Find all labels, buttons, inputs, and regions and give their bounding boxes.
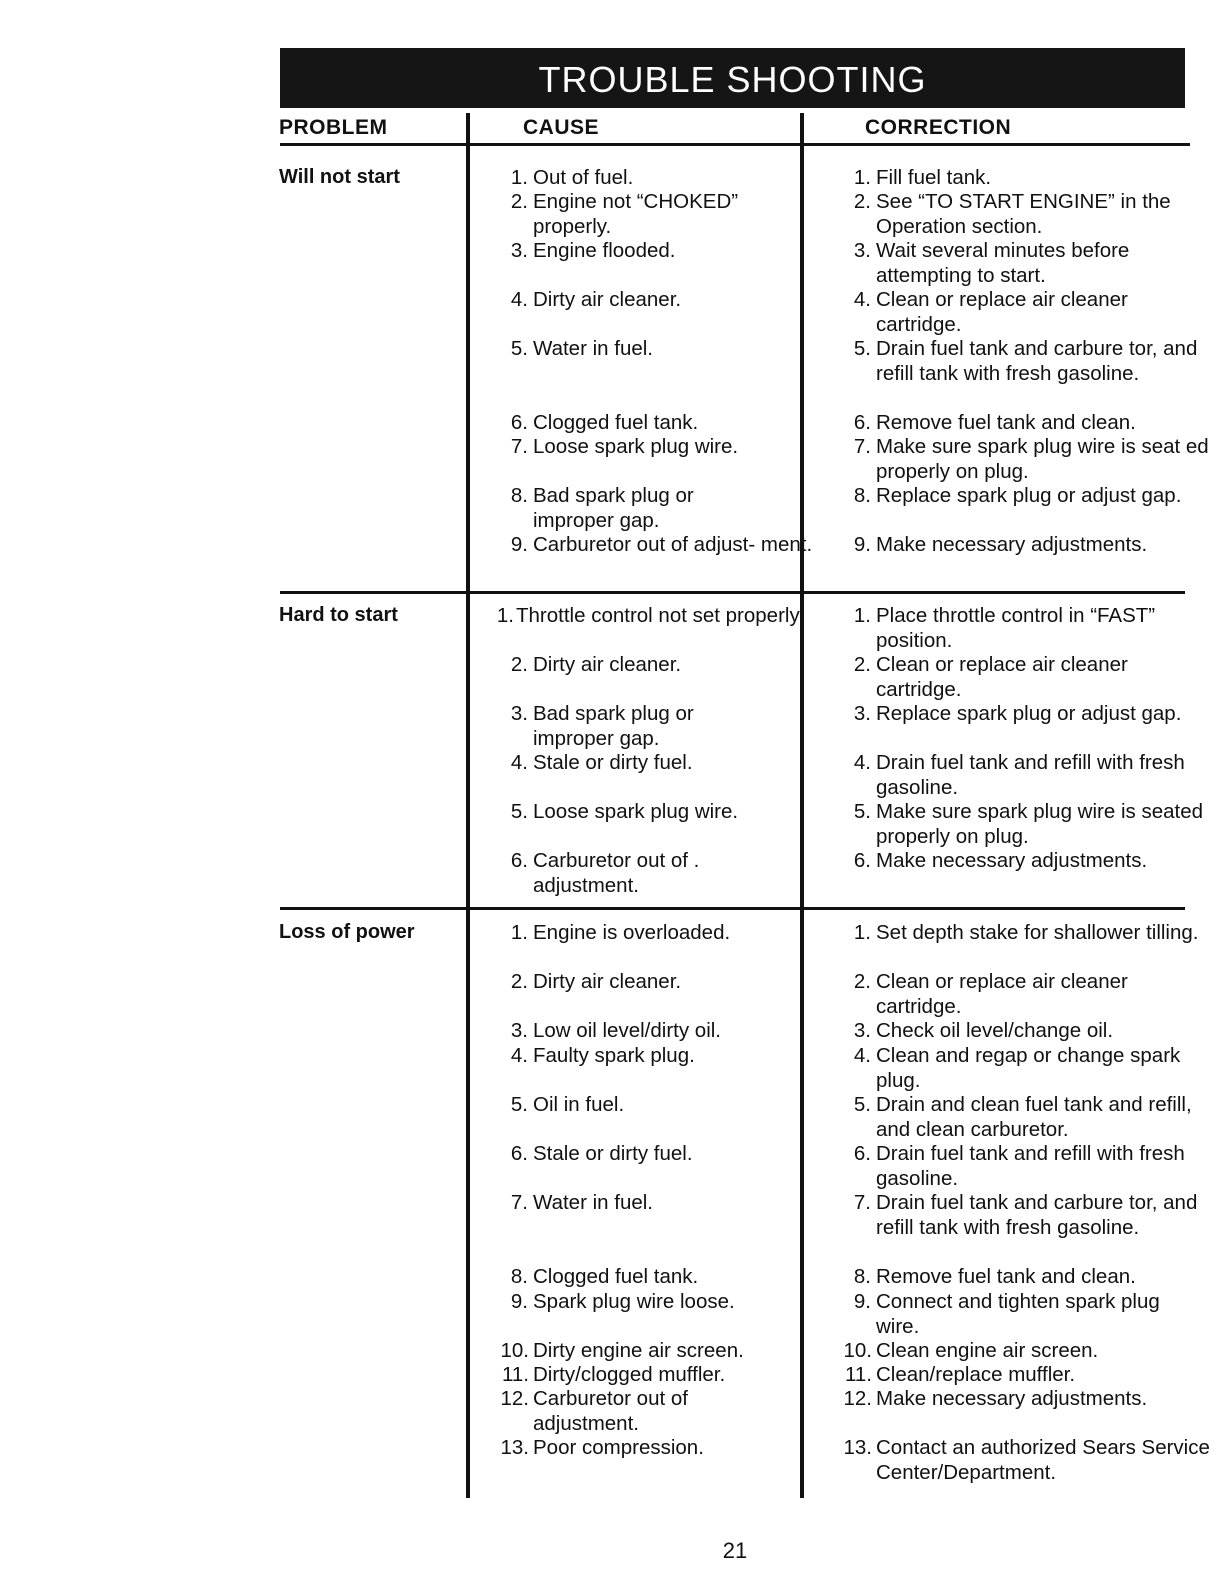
item-text: Dirty/clogged muffler.	[533, 1363, 726, 1386]
item-number: 4.	[510, 751, 528, 774]
item-text: Make sure spark plug wire is seat ed properly on plug.	[876, 435, 1209, 483]
cause-item	[503, 239, 823, 264]
item-text: Engine not “CHOKED” properly.	[533, 190, 739, 238]
item-text: Water in fuel.	[533, 337, 654, 360]
header-cause: CAUSE	[523, 116, 600, 139]
correction-item	[840, 1387, 1220, 1412]
cause-item	[503, 1142, 823, 1167]
item-number: 4.	[853, 288, 871, 311]
item-text: Carburetor out of adjustment.	[533, 1387, 688, 1435]
item-number: 9.	[853, 1290, 871, 1313]
cause-item	[503, 849, 753, 898]
item-text: Make necessary adjustments.	[876, 533, 1148, 556]
cause-item	[497, 1363, 829, 1388]
item-number: 6.	[510, 849, 528, 872]
item-text: Stale or dirty fuel.	[533, 751, 693, 774]
section-divider	[280, 591, 1185, 594]
item-text: Bad spark plug or improper gap.	[533, 484, 694, 532]
item-number: 6.	[853, 1142, 871, 1165]
item-text: Bad spark plug or improper gap.	[533, 702, 694, 750]
cause-item	[503, 921, 823, 946]
item-text: Loose spark plug wire.	[533, 435, 739, 458]
item-text: Contact an authorized Sears Service Center/Department.	[876, 1436, 1210, 1484]
item-number: 3.	[510, 702, 528, 725]
item-number: 1.	[496, 604, 514, 627]
correction-item	[846, 337, 1216, 386]
cause-item	[503, 1019, 823, 1044]
item-number: 6.	[853, 849, 871, 872]
problem-label: Will not start	[279, 166, 400, 188]
item-text: Replace spark plug or adjust gap.	[876, 702, 1182, 725]
item-text: Dirty air cleaner.	[533, 288, 682, 311]
item-number: 3.	[510, 1019, 528, 1042]
cause-item	[503, 190, 803, 239]
cause-item	[503, 435, 823, 460]
item-number: 6.	[853, 411, 871, 434]
correction-item	[846, 653, 1216, 702]
item-text: Fill fuel tank.	[876, 166, 992, 189]
item-text: Carburetor out of adjust- ment.	[533, 533, 813, 556]
correction-item	[846, 1093, 1216, 1142]
correction-item	[846, 411, 1216, 436]
item-text: Remove fuel tank and clean.	[876, 411, 1136, 434]
item-text: Out of fuel.	[533, 166, 634, 189]
cause-item	[503, 484, 753, 533]
item-number: 8.	[510, 484, 528, 507]
problem-label: Loss of power	[279, 921, 415, 943]
item-number: 7.	[853, 1191, 871, 1214]
item-number: 12.	[843, 1387, 872, 1410]
cause-item	[497, 1339, 829, 1364]
item-number: 9.	[510, 533, 528, 556]
item-number: 8.	[853, 484, 871, 507]
item-text: Clogged fuel tank.	[533, 411, 699, 434]
item-text: Carburetor out of . adjustment.	[533, 849, 700, 897]
item-number: 9.	[510, 1290, 528, 1313]
item-number: 2.	[853, 190, 871, 213]
item-text: Engine is overloaded.	[533, 921, 731, 944]
item-number: 3.	[853, 1019, 871, 1042]
correction-item	[846, 190, 1216, 239]
item-text: Drain and clean fuel tank and refill, and clean carburetor.	[876, 1093, 1192, 1141]
correction-item	[840, 1363, 1220, 1388]
cause-item	[503, 337, 823, 362]
item-number: 13.	[843, 1436, 872, 1459]
item-text: Replace spark plug or adjust gap.	[876, 484, 1182, 507]
item-number: 5.	[853, 337, 871, 360]
item-text: Connect and tighten spark plug wire.	[876, 1290, 1160, 1338]
item-text: Make necessary adjustments.	[876, 849, 1148, 872]
page-number: 21	[722, 1538, 748, 1563]
item-number: 12.	[500, 1387, 529, 1410]
correction-item	[846, 1142, 1216, 1191]
item-text: Drain fuel tank and refill with fresh gasoline.	[876, 1142, 1185, 1190]
item-text: Faulty spark plug.	[533, 1044, 695, 1067]
correction-item	[846, 604, 1220, 653]
item-number: 11.	[502, 1363, 529, 1386]
correction-item	[840, 1339, 1220, 1364]
item-number: 3.	[853, 702, 871, 725]
correction-item	[846, 1290, 1196, 1339]
item-text: Clogged fuel tank.	[533, 1265, 699, 1288]
item-text: Low oil level/dirty oil.	[533, 1019, 721, 1042]
page-title: TROUBLE SHOOTING	[280, 48, 1185, 108]
cause-item	[503, 533, 823, 558]
item-number: 5.	[510, 1093, 528, 1116]
item-number: 1.	[510, 166, 528, 189]
header-rule	[280, 143, 1190, 146]
item-number: 11.	[845, 1363, 872, 1386]
item-number: 4.	[853, 751, 871, 774]
item-text: Poor compression.	[533, 1436, 704, 1459]
correction-item	[846, 702, 1216, 727]
item-text: Clean or replace air cleaner cartridge.	[876, 970, 1128, 1018]
item-number: 4.	[510, 1044, 528, 1067]
cause-item	[503, 970, 823, 995]
item-number: 1.	[510, 921, 528, 944]
item-text: Throttle control not set properly.	[516, 604, 804, 627]
item-text: Oil in fuel.	[533, 1093, 625, 1116]
item-text: Drain fuel tank and carbure tor, and refill tank with fresh gasoline.	[876, 1191, 1198, 1239]
correction-item	[846, 849, 1216, 874]
correction-item	[846, 1191, 1216, 1240]
item-text: Clean or replace air cleaner cartridge.	[876, 288, 1128, 336]
item-number: 13.	[500, 1436, 529, 1459]
correction-item	[846, 751, 1216, 800]
item-number: 5.	[853, 800, 871, 823]
item-number: 8.	[853, 1265, 871, 1288]
item-text: Check oil level/change oil.	[876, 1019, 1114, 1042]
item-number: 6.	[510, 1142, 528, 1165]
item-number: 3.	[510, 239, 528, 262]
item-text: See “TO START ENGINE” in the Operation section.	[876, 190, 1171, 238]
cause-item	[503, 653, 823, 678]
item-text: Loose spark plug wire.	[533, 800, 739, 823]
item-number: 5.	[510, 337, 528, 360]
item-number: 4.	[510, 288, 528, 311]
correction-item	[846, 1019, 1216, 1044]
correction-item	[846, 800, 1216, 849]
correction-item	[840, 1436, 1220, 1485]
item-text: Clean engine air screen.	[876, 1339, 1099, 1362]
correction-item	[846, 288, 1216, 337]
item-number: 10.	[843, 1339, 872, 1362]
item-text: Engine flooded.	[533, 239, 676, 262]
correction-item	[846, 239, 1216, 288]
cause-item	[503, 751, 823, 776]
item-number: 2.	[510, 190, 528, 213]
item-number: 1.	[853, 604, 871, 627]
item-number: 2.	[853, 970, 871, 993]
item-number: 6.	[510, 411, 528, 434]
header-correction: CORRECTION	[865, 116, 1012, 139]
item-number: 7.	[853, 435, 871, 458]
item-number: 4.	[853, 1044, 871, 1067]
item-number: 9.	[853, 533, 871, 556]
item-text: Wait several minutes before attempting to start.	[876, 239, 1130, 287]
correction-item	[846, 970, 1216, 1019]
item-number: 1.	[853, 166, 871, 189]
cause-item	[497, 1436, 829, 1461]
item-text: Clean/replace muffler.	[876, 1363, 1076, 1386]
correction-item	[846, 1265, 1216, 1290]
problem-label: Hard to start	[279, 604, 398, 626]
correction-item	[846, 1044, 1216, 1093]
item-number: 3.	[853, 239, 871, 262]
item-number: 10.	[500, 1339, 529, 1362]
cause-item	[503, 1093, 823, 1118]
cause-item	[503, 702, 753, 751]
header-problem: PROBLEM	[279, 116, 388, 139]
cause-item	[494, 604, 806, 629]
cause-item	[503, 800, 823, 825]
section-divider	[280, 907, 1185, 910]
cause-item	[503, 411, 823, 436]
item-text: Clean or replace air cleaner cartridge.	[876, 653, 1128, 701]
correction-item	[846, 921, 1216, 946]
item-number: 2.	[853, 653, 871, 676]
cause-item	[503, 166, 823, 191]
cause-item	[503, 288, 823, 313]
correction-item	[846, 435, 1216, 484]
item-text: Spark plug wire loose.	[533, 1290, 735, 1313]
item-text: Drain fuel tank and carbure tor, and refill tank with fresh gasoline.	[876, 337, 1198, 385]
correction-item	[846, 484, 1216, 509]
item-text: Water in fuel.	[533, 1191, 654, 1214]
item-number: 2.	[510, 653, 528, 676]
item-text: Set depth stake for shallower tilling.	[876, 921, 1199, 944]
correction-item	[846, 166, 1216, 191]
cause-item	[497, 1387, 753, 1436]
item-text: Clean and regap or change spark plug.	[876, 1044, 1181, 1092]
item-text: Make sure spark plug wire is seated properly on plug.	[876, 800, 1204, 848]
cause-item	[503, 1044, 823, 1069]
item-text: Dirty air cleaner.	[533, 653, 682, 676]
item-text: Dirty engine air screen.	[533, 1339, 744, 1362]
cause-item	[503, 1290, 823, 1315]
item-number: 2.	[510, 970, 528, 993]
item-text: Make necessary adjustments.	[876, 1387, 1148, 1410]
item-text: Drain fuel tank and refill with fresh gasoline.	[876, 751, 1185, 799]
cause-item	[503, 1191, 823, 1216]
item-text: Remove fuel tank and clean.	[876, 1265, 1136, 1288]
item-text: Stale or dirty fuel.	[533, 1142, 693, 1165]
item-text: Dirty air cleaner.	[533, 970, 682, 993]
item-number: 7.	[510, 1191, 528, 1214]
item-number: 5.	[853, 1093, 871, 1116]
item-number: 7.	[510, 435, 528, 458]
cause-item	[503, 1265, 823, 1290]
item-text: Place throttle control in “FAST” position.	[876, 604, 1156, 652]
correction-item	[846, 533, 1216, 558]
column-divider-left	[466, 113, 470, 1498]
item-number: 8.	[510, 1265, 528, 1288]
item-number: 5.	[510, 800, 528, 823]
item-number: 1.	[853, 921, 871, 944]
